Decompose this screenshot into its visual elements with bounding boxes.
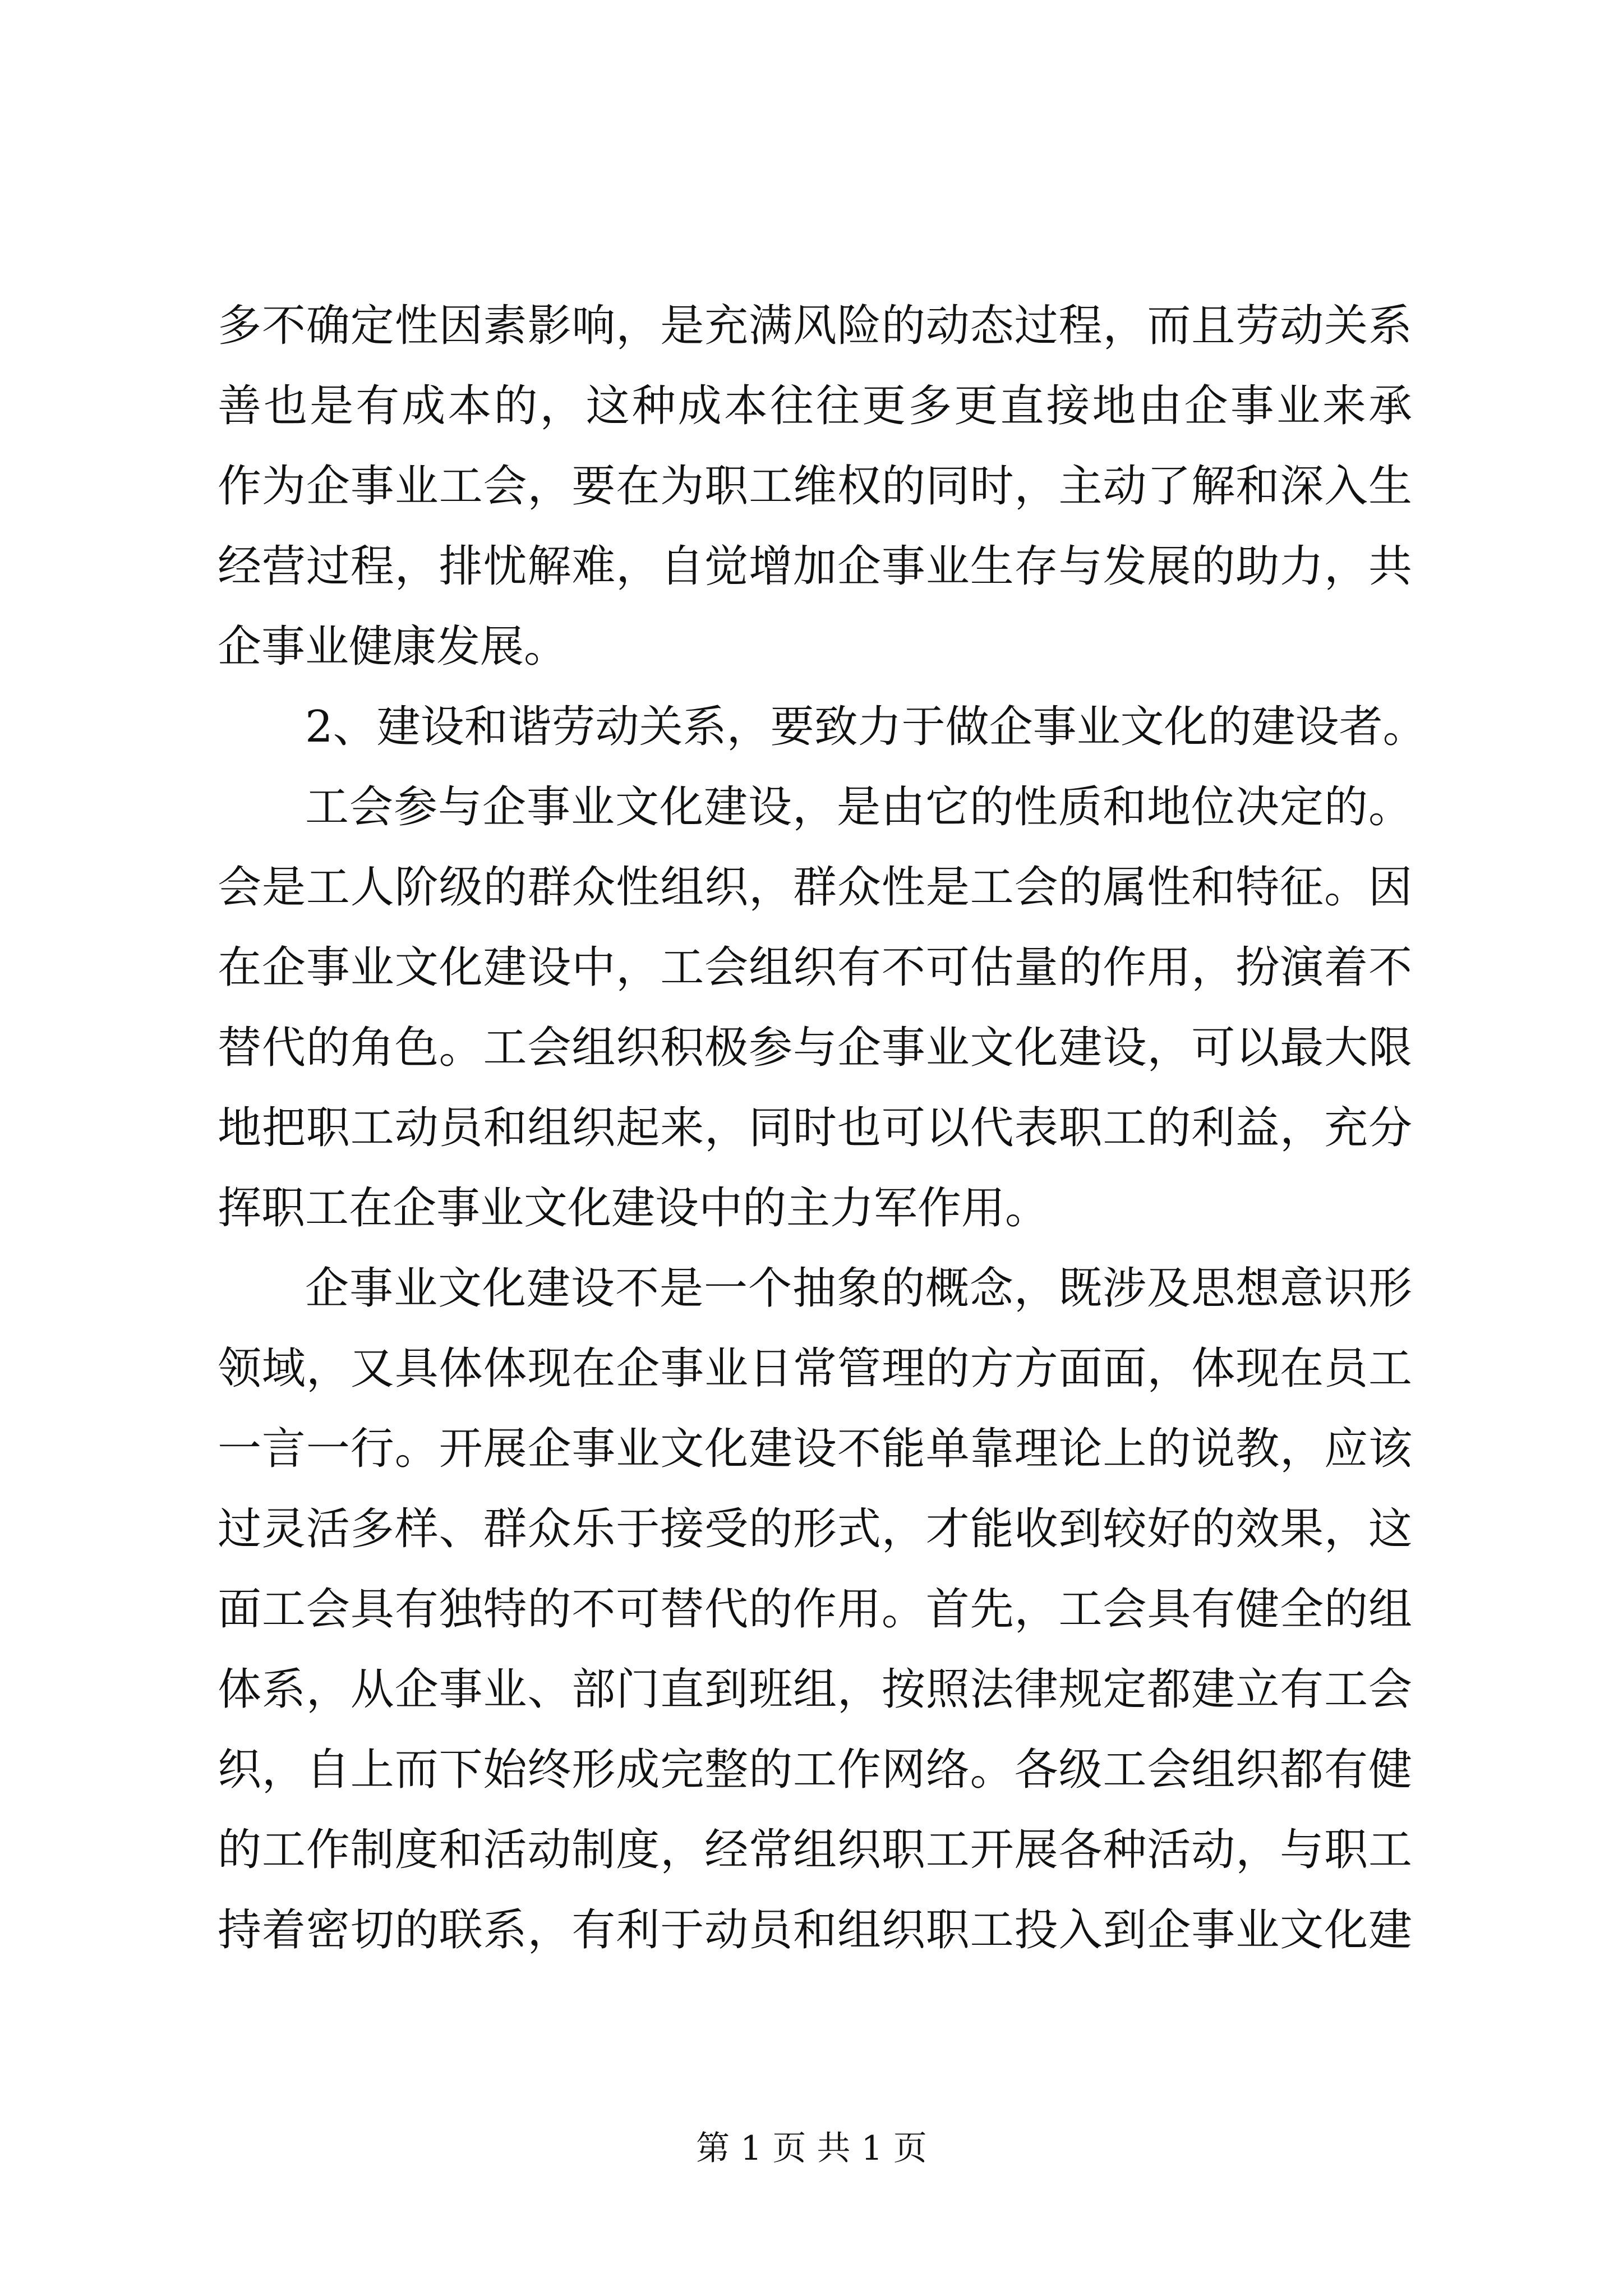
page-footer — [0, 2126, 1623, 2171]
text-line: 织，自上而下始终形成完整的工作网络。各级工会组织都有健 — [218, 1745, 1412, 1795]
text-line: 地把职工动员和组织起来，同时也可以代表职工的利益，充分 — [218, 1103, 1412, 1153]
text-line: 一言一行。开展企事业文化建设不能单靠理论上的说教，应该 — [218, 1424, 1412, 1474]
document-body — [218, 286, 1427, 1971]
section-heading: 2、建设和谐劳动关系，要致力于做企事业文化的建设者。 — [305, 702, 1427, 752]
text-line: 在企事业文化建设中，工会组织有不可估量的作用，扮演着不 — [218, 942, 1412, 993]
page-number: 第 1 页 共 1 页 — [696, 2129, 927, 2168]
text-line: 持着密切的联系，有利于动员和组织职工投入到企事业文化建 — [218, 1905, 1412, 1955]
text-line: 替代的角色。工会组织积极参与企事业文化建设，可以最大限 — [218, 1023, 1412, 1073]
text-line: 领域，又具体体现在企事业日常管理的方方面面，体现在员工 — [218, 1343, 1412, 1394]
text-line: 挥职工在企事业文化建设中的主力军作用。 — [218, 1183, 1049, 1234]
text-line: 过灵活多样、群众乐于接受的形式，才能收到较好的效果，这 — [218, 1504, 1412, 1554]
text-line: 会是工人阶级的群众性组织，群众性是工会的属性和特征。因 — [218, 862, 1412, 913]
text-line: 多不确定性因素影响，是充满风险的动态过程，而且劳动关系 — [218, 301, 1412, 351]
text-line: 企事业文化建设不是一个抽象的概念，既涉及思想意识形 — [305, 1263, 1412, 1314]
text-line: 作为企事业工会，要在为职工维权的同时，主动了解和深入生 — [218, 461, 1412, 512]
text-line: 体系，从企事业、部门直到班组，按照法律规定都建立有工会 — [218, 1664, 1412, 1715]
text-line: 面工会具有独特的不可替代的作用。首先，工会具有健全的组 — [218, 1584, 1412, 1635]
text-line: 的工作制度和活动制度，经常组织职工开展各种活动，与职工 — [218, 1825, 1412, 1875]
text-line: 企事业健康发展。 — [218, 622, 568, 672]
text-line: 善也是有成本的，这种成本往往更多更直接地由企事业来承 — [218, 381, 1412, 431]
text-line: 经营过程，排忧解难，自觉增加企事业生存与发展的助力，共 — [218, 541, 1412, 592]
text-line: 工会参与企事业文化建设，是由它的性质和地位决定的。 — [305, 782, 1412, 832]
